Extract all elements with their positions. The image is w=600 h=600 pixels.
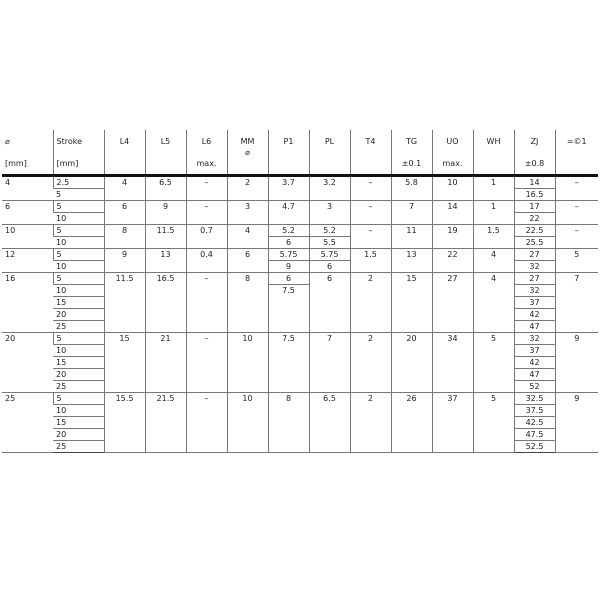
zj-cell: 32.5 [514,393,555,405]
pl-value: 5.75 [310,249,350,261]
stroke-cell: 5 [53,273,104,285]
diameter-cell: 20 [2,333,53,393]
zj-cell: 42.5 [514,417,555,429]
l5-cell: 6.5 [145,176,186,201]
header-pl [309,130,350,176]
header-zj [514,130,555,176]
p1-cell [268,333,309,393]
pl-value: 3 [326,202,333,211]
zj-cell: 47.5 [514,429,555,441]
mm-cell: 4 [227,225,268,249]
pl-cell [309,393,350,453]
p1-value: 7.5 [282,334,295,343]
zj-cell: 47 [514,321,555,333]
p1-value: 7.5 [282,286,295,295]
header-l5 [145,130,186,176]
key-cell: 7 [555,273,598,333]
p1-cell [268,273,309,333]
header-l4-top: L4 [119,137,130,146]
zj-cell: 27 [514,273,555,285]
l5-cell: 21 [145,333,186,393]
l5-cell: 13 [145,249,186,273]
table-body [2,176,598,453]
zj-cell: 25.5 [514,237,555,249]
wh-cell: 5 [473,393,514,453]
uo-cell: 27 [432,273,473,333]
table-row [2,201,598,213]
l6-cell: – [186,333,227,393]
header-l6-bot: max. [196,159,217,168]
l4-cell: 6 [104,201,145,225]
header-diameter-bot: [mm] [5,159,27,168]
pl-cell [309,225,350,249]
zj-cell: 16.5 [514,189,555,201]
l4-cell: 8 [104,225,145,249]
table-row [2,225,598,237]
tg-cell: 7 [391,201,432,225]
stroke-cell: 20 [53,369,104,381]
t4-cell: 1.5 [350,249,391,273]
zj-cell: 32 [514,333,555,345]
p1-cell [268,176,309,201]
header-tg-bot: ±0.1 [401,159,422,168]
tg-cell: 15 [391,273,432,333]
header-stroke [53,130,104,176]
stroke-cell: 25 [53,441,104,453]
l5-cell: 21.5 [145,393,186,453]
key-cell: – [555,201,598,225]
mm-cell: 10 [227,333,268,393]
mm-cell: 6 [227,249,268,273]
header-p1 [268,130,309,176]
header-p1-top: P1 [283,137,294,146]
stroke-cell: 5 [53,393,104,405]
header-l4 [104,130,145,176]
zj-cell: 22 [514,213,555,225]
dimensions-table [2,130,598,453]
p1-cell [268,393,309,453]
zj-cell: 22.5 [514,225,555,237]
header-l6 [186,130,227,176]
mm-cell: 8 [227,273,268,333]
zj-cell: 42 [514,357,555,369]
stroke-cell: 25 [53,321,104,333]
wh-cell: 5 [473,333,514,393]
zj-cell: 32 [514,261,555,273]
wh-cell: 4 [473,249,514,273]
tg-cell: 13 [391,249,432,273]
table-header-row [2,130,598,176]
pl-value: 6.5 [323,394,336,403]
pl-value: 6 [326,274,333,283]
pl-value: 7 [326,334,333,343]
tg-cell: 20 [391,333,432,393]
header-wh [473,130,514,176]
zj-cell: 14 [514,176,555,189]
stroke-cell: 25 [53,381,104,393]
header-l6-top: L6 [201,137,212,146]
p1-value: 6 [285,238,292,247]
zj-cell: 47 [514,369,555,381]
table-row [2,176,598,189]
diameter-cell: 6 [2,201,53,225]
stroke-cell: 15 [53,297,104,309]
header-diameter-top: ⌀ [5,137,10,146]
header-key-top: =©1 [566,137,587,146]
l6-cell: 0.4 [186,249,227,273]
uo-cell: 19 [432,225,473,249]
pl-value: 3.2 [323,178,336,187]
header-uo-top: UO [446,137,459,146]
header-mm [227,130,268,176]
diameter-cell: 12 [2,249,53,273]
pl-cell [309,273,350,333]
pl-value: 5.2 [310,225,350,237]
header-stroke-bot: [mm] [56,159,79,168]
key-cell: 9 [555,333,598,393]
zj-cell: 52.5 [514,441,555,453]
uo-cell: 34 [432,333,473,393]
header-uo-bot: max. [442,159,463,168]
table-row [2,249,598,261]
mm-cell: 3 [227,201,268,225]
t4-cell: 2 [350,273,391,333]
wh-cell: 1 [473,201,514,225]
uo-cell: 14 [432,201,473,225]
p1-value: 5.2 [269,225,309,237]
uo-cell: 10 [432,176,473,201]
stroke-cell: 5 [53,225,104,237]
pl-value: 5.5 [323,238,336,247]
key-cell: – [555,225,598,249]
l4-cell: 9 [104,249,145,273]
stroke-cell: 10 [53,405,104,417]
l6-cell: – [186,176,227,201]
t4-cell: – [350,176,391,201]
zj-cell: 17 [514,201,555,213]
pl-cell [309,333,350,393]
l5-cell: 16.5 [145,273,186,333]
zj-cell: 37.5 [514,405,555,417]
l6-cell: – [186,201,227,225]
header-mm-top: MM [240,137,255,146]
diameter-cell: 16 [2,273,53,333]
p1-cell [268,201,309,225]
uo-cell: 37 [432,393,473,453]
header-key [555,130,598,176]
stroke-cell: 5 [53,333,104,345]
header-zj-top: ZJ [530,137,539,146]
tg-cell: 11 [391,225,432,249]
pl-cell [309,201,350,225]
pl-cell [309,249,350,273]
p1-value: 5.75 [269,249,309,261]
l5-cell: 11.5 [145,225,186,249]
t4-cell: 2 [350,393,391,453]
header-t4 [350,130,391,176]
l6-cell: – [186,393,227,453]
stroke-cell: 10 [53,213,104,225]
stroke-cell: 20 [53,309,104,321]
stroke-cell: 15 [53,357,104,369]
zj-cell: 52 [514,381,555,393]
p1-cell [268,225,309,249]
header-tg-top: TG [405,137,418,146]
pl-value: 6 [326,262,333,271]
stroke-cell: 10 [53,285,104,297]
stroke-cell: 20 [53,429,104,441]
header-uo [432,130,473,176]
l6-cell: – [186,273,227,333]
table-row [2,393,598,405]
header-zj-bot: ±0.8 [524,159,545,168]
table-row [2,273,598,285]
header-diameter [2,130,53,176]
stroke-cell: 5 [53,189,104,201]
l4-cell: 15 [104,333,145,393]
diameter-cell: 25 [2,393,53,453]
header-tg [391,130,432,176]
p1-value: 3.7 [282,178,295,187]
tg-cell: 5.8 [391,176,432,201]
header-t4-top: T4 [365,137,376,146]
stroke-cell: 10 [53,237,104,249]
t4-cell: 2 [350,333,391,393]
l5-cell: 9 [145,201,186,225]
wh-cell: 1 [473,176,514,201]
mm-cell: 10 [227,393,268,453]
zj-cell: 42 [514,309,555,321]
l6-cell: 0.7 [186,225,227,249]
p1-value: 4.7 [282,202,295,211]
header-stroke-top: Stroke [56,137,82,146]
t4-cell: – [350,225,391,249]
stroke-cell: 2.5 [53,176,104,189]
zj-cell: 37 [514,297,555,309]
stroke-cell: 15 [53,417,104,429]
t4-cell: – [350,201,391,225]
header-l5-top: L5 [160,137,171,146]
stroke-cell: 10 [53,345,104,357]
wh-cell: 1.5 [473,225,514,249]
l4-cell: 15.5 [104,393,145,453]
zj-cell: 37 [514,345,555,357]
wh-cell: 4 [473,273,514,333]
key-cell: – [555,176,598,201]
p1-cell [268,249,309,273]
l4-cell: 11.5 [104,273,145,333]
p1-value: 6 [269,273,309,285]
l4-cell: 4 [104,176,145,201]
header-mm-mid: ⌀ [245,148,250,157]
table-row [2,333,598,345]
stroke-cell: 10 [53,261,104,273]
zj-cell: 32 [514,285,555,297]
header-wh-top: WH [486,137,501,146]
zj-cell: 27 [514,249,555,261]
diameter-cell: 4 [2,176,53,201]
uo-cell: 22 [432,249,473,273]
header-pl-top: PL [324,137,335,146]
pl-cell [309,176,350,201]
stroke-cell: 5 [53,201,104,213]
stroke-cell: 5 [53,249,104,261]
mm-cell: 2 [227,176,268,201]
tg-cell: 26 [391,393,432,453]
key-cell: 5 [555,249,598,273]
diameter-cell: 10 [2,225,53,249]
key-cell: 9 [555,393,598,453]
p1-value: 8 [285,394,292,403]
p1-value: 9 [285,262,292,271]
